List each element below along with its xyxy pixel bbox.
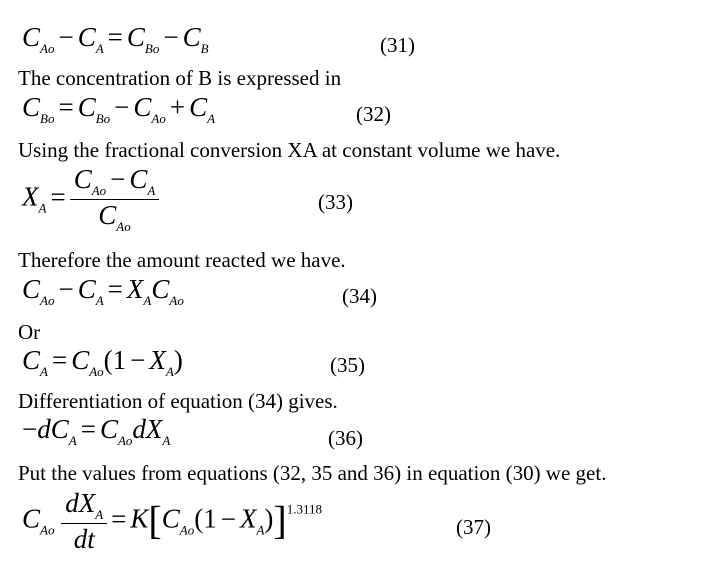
paragraph-line: Differentiation of equation (34) gives.: [18, 389, 338, 413]
equation-36: $-dC_A = C_{Ao}dX_A$: [22, 414, 171, 448]
fraction: $\frac{dX_A}{dt}$: [61, 488, 107, 555]
equation-number-37: (37): [456, 515, 491, 539]
equation-number-32: (32): [356, 102, 391, 126]
equation-number-33: (33): [318, 190, 353, 214]
paragraph-line: Using the fractional conversion XA at constant volume we have.: [18, 138, 561, 162]
paragraph-line: The concentration of B is expressed in: [18, 66, 342, 90]
paragraph-line: Therefore the amount reacted we have.: [18, 248, 346, 272]
equation-number-35: (35): [330, 353, 365, 377]
equation-33: $X_A$ = $\frac{C_{Ao} - C_A}{C_{Ao}}$: [22, 164, 159, 235]
equation-34: $C_{Ao} - C_A = X_AC_{Ao}$: [22, 274, 184, 308]
fraction: $\frac{C_{Ao} - C_A}{C_{Ao}}$: [70, 164, 160, 235]
equation-37: $C_{Ao}$ $\frac{dX_A}{dt}$ = $K[C_{Ao}(1 - X_A)]^{1.3118}$: [22, 488, 323, 554]
equation-32: $C_{Bo} = C_{Bo} - C_{Ao} + C_A$: [22, 92, 216, 126]
paragraph-line: Or: [18, 320, 41, 344]
equation-number-36: (36): [328, 426, 363, 450]
equation-35: $C_A = C_{Ao}(1 - X_A)$: [22, 345, 183, 379]
exponent: 1.3118: [286, 501, 323, 517]
equation-31: $C_{Ao} - C_A = C_{Bo} - C_B$: [22, 22, 209, 56]
equation-number-34: (34): [342, 284, 377, 308]
equation-number-31: (31): [380, 33, 415, 57]
paragraph-line: Put the values from equations (32, 35 and 36) in equation (30) we get.: [18, 461, 607, 485]
